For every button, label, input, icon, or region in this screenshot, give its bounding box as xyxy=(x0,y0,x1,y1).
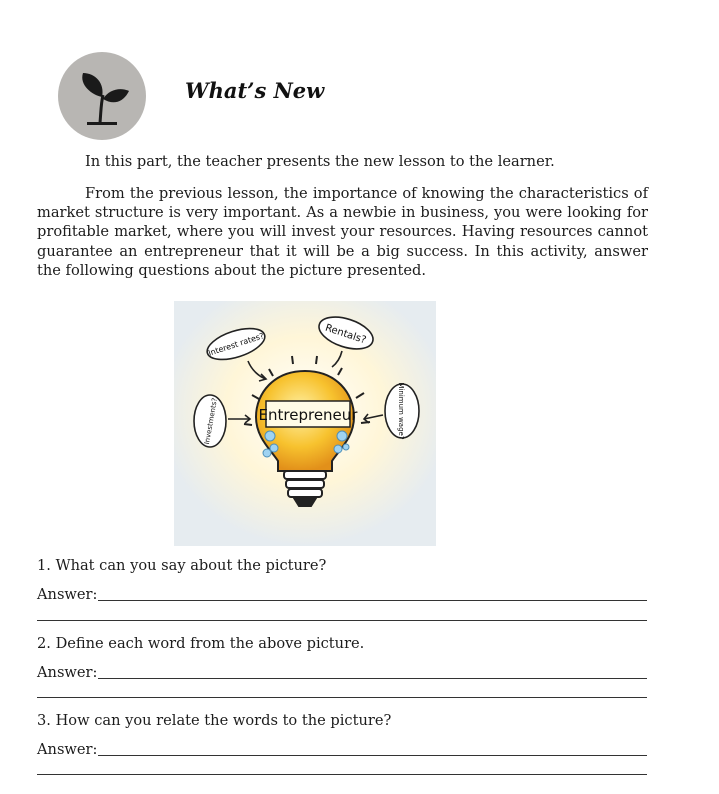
answer-line[interactable] xyxy=(98,740,647,756)
answer-line[interactable] xyxy=(37,697,647,698)
entrepreneur-lightbulb-figure xyxy=(174,301,436,546)
section-title: What’s New xyxy=(185,78,325,103)
answer-line[interactable] xyxy=(98,663,647,679)
answer-line[interactable] xyxy=(37,774,647,775)
word-investments: Investments? xyxy=(202,397,220,446)
question-1: 1. What can you say about the picture? xyxy=(37,557,327,574)
answer-label: Answer: xyxy=(37,586,98,603)
question-2: 2. Define each word from the above picture. xyxy=(37,635,365,652)
instructions-paragraph: From the previous lesson, the importance of knowing the characteristics of market structure is very important. As a newbie in business, you were looking for profitable market, where you will invest your resources. Having resources cannot guarantee an entrepreneur that it will be a big success. In this activity, answer the following questions about the picture presented. xyxy=(37,185,648,279)
word-interest-rates: Interest rates? xyxy=(207,331,266,358)
answer-label: Answer: xyxy=(37,664,98,681)
answer-1-field[interactable] xyxy=(37,585,647,604)
answer-3-field[interactable] xyxy=(37,740,647,759)
word-minimum-wage: Minimum wage? xyxy=(397,382,405,440)
seedling-icon xyxy=(57,51,147,141)
answer-line[interactable] xyxy=(98,585,647,601)
center-label: Entrepreneur xyxy=(258,406,358,424)
intro-paragraph: In this part, the teacher presents the new lesson to the learner. xyxy=(85,153,555,170)
answer-2-field[interactable] xyxy=(37,663,647,682)
word-rentals: Rentals? xyxy=(323,322,368,347)
question-3: 3. How can you relate the words to the picture? xyxy=(37,712,392,729)
answer-line[interactable] xyxy=(37,620,647,621)
answer-label: Answer: xyxy=(37,741,98,758)
